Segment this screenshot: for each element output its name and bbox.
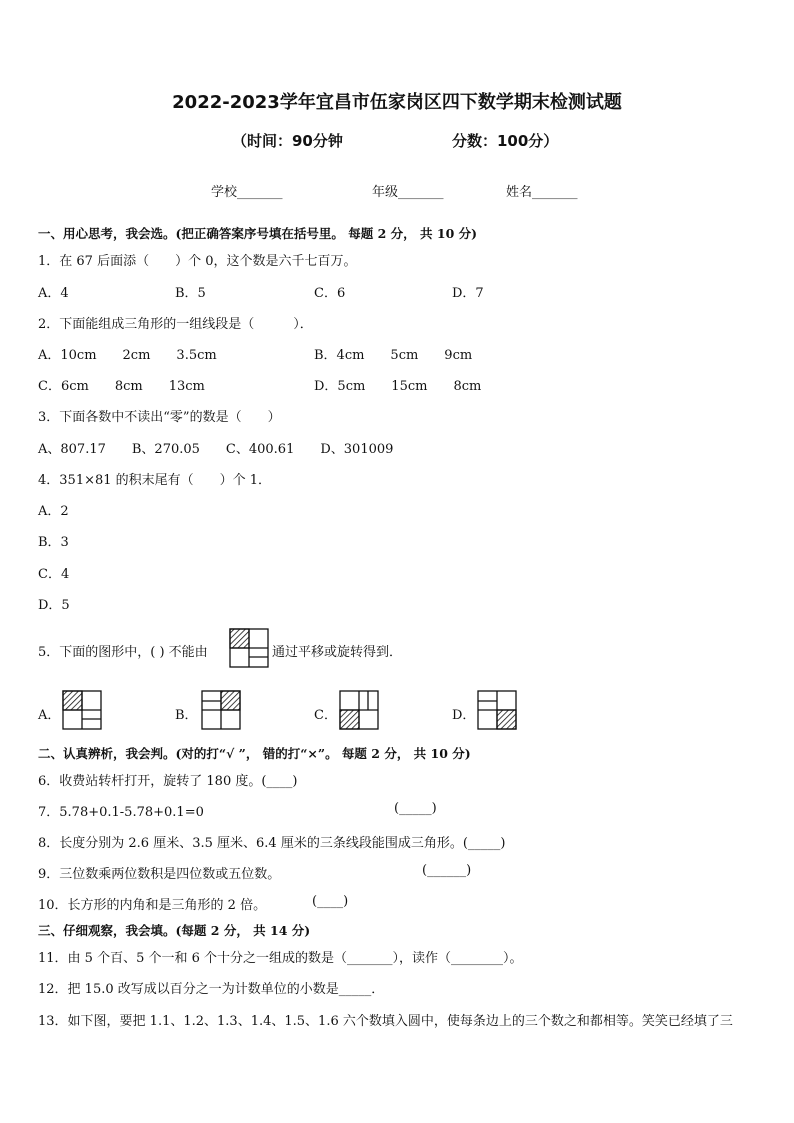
question-10-blank: (____) — [312, 894, 349, 909]
question-11: 11．由 5 个百、5 个一和 6 个十分之一组成的数是（_______），读作（________）。 — [38, 951, 523, 966]
question-1: 1．在 67 后面添（ ）个 0，这个数是六千七百万。 — [38, 254, 357, 269]
q4-option-d: D．5 — [38, 598, 70, 613]
q2-option-c: C．6cm 8cm 13cm — [38, 379, 205, 394]
question-9: 9．三位数乘两位数积是四位数或五位数。 — [38, 867, 281, 882]
question-4: 4．351×81 的积末尾有（ ）个 1． — [38, 473, 272, 488]
question-2: 2．下面能组成三角形的一组线段是（ ）． — [38, 317, 313, 332]
q1-option-a: A．4 — [38, 286, 69, 301]
question-7-blank: (_____) — [394, 801, 437, 816]
q5-figure-a — [62, 690, 102, 730]
question-8: 8．长度分别为 2.6 厘米、3.5 厘米、6.4 厘米的三条线段能围成三角形。(_____) — [38, 836, 506, 851]
school-field: 学校_______ — [211, 185, 283, 200]
section-2-heading: 二、认真辨析，我会判。(对的打“√ ”， 错的打“×”。 每题 2 分， 共 10 分) — [38, 746, 471, 761]
question-10: 10．长方形的内角和是三角形的 2 倍。 — [38, 898, 267, 913]
q2-option-a: A．10cm 2cm 3.5cm — [38, 348, 217, 363]
exam-time: （时间：90分钟 — [232, 132, 343, 150]
q5-figure-d — [477, 690, 517, 730]
question-5-before: 5．下面的图形中，( ) 不能由 — [38, 645, 208, 660]
section-3-heading: 三、仔细观察，我会填。(每题 2 分， 共 14 分) — [38, 923, 311, 938]
q4-option-a: A．2 — [38, 504, 69, 519]
question-3: 3．下面各数中不读出“零”的数是（ ） — [38, 410, 281, 425]
q5-figure-b — [201, 690, 241, 730]
name-field: 姓名_______ — [506, 185, 578, 200]
q5-figure-c — [339, 690, 379, 730]
question-13: 13．如下图，要把 1.1、1.2、1.3、1.4、1.5、1.6 六个数填入圆中，使每条边上的三个数之和都相等。笑笑已经填了三 — [38, 1014, 733, 1029]
q5-option-c: C． — [314, 708, 337, 723]
q4-option-c: C．4 — [38, 567, 70, 582]
q1-option-d: D．7 — [452, 286, 484, 301]
question-5-after: 通过平移或旋转得到． — [272, 645, 403, 660]
grade-field: 年级_______ — [372, 185, 444, 200]
q5-option-d: D． — [452, 708, 476, 723]
q2-option-b: B．4cm 5cm 9cm — [314, 348, 473, 363]
question-6: 6．收费站转杆打开，旋转了 180 度。(____) — [38, 774, 298, 789]
question-9-blank: (______) — [422, 863, 472, 878]
exam-score: 分数：100分） — [452, 132, 559, 150]
question-7: 7．5.78+0.1-5.78+0.1=0 — [38, 805, 204, 820]
page-title: 2022-2023学年宜昌市伍家岗区四下数学期末检测试题 — [172, 92, 622, 113]
q5-option-b: B． — [175, 708, 198, 723]
q1-option-b: B．5 — [175, 286, 206, 301]
section-1-heading: 一、用心思考，我会选。(把正确答案序号填在括号里。 每题 2 分， 共 10 分) — [38, 226, 478, 241]
question-12: 12．把 15.0 改写成以百分之一为计数单位的小数是_____． — [38, 982, 385, 997]
q5-reference-figure — [229, 628, 269, 668]
q2-option-d: D．5cm 15cm 8cm — [314, 379, 482, 394]
q4-option-b: B．3 — [38, 535, 69, 550]
q5-option-a: A． — [38, 708, 61, 723]
q1-option-c: C．6 — [314, 286, 346, 301]
q3-options: A、807.17 B、270.05 C、400.61 D、301009 — [38, 442, 394, 457]
